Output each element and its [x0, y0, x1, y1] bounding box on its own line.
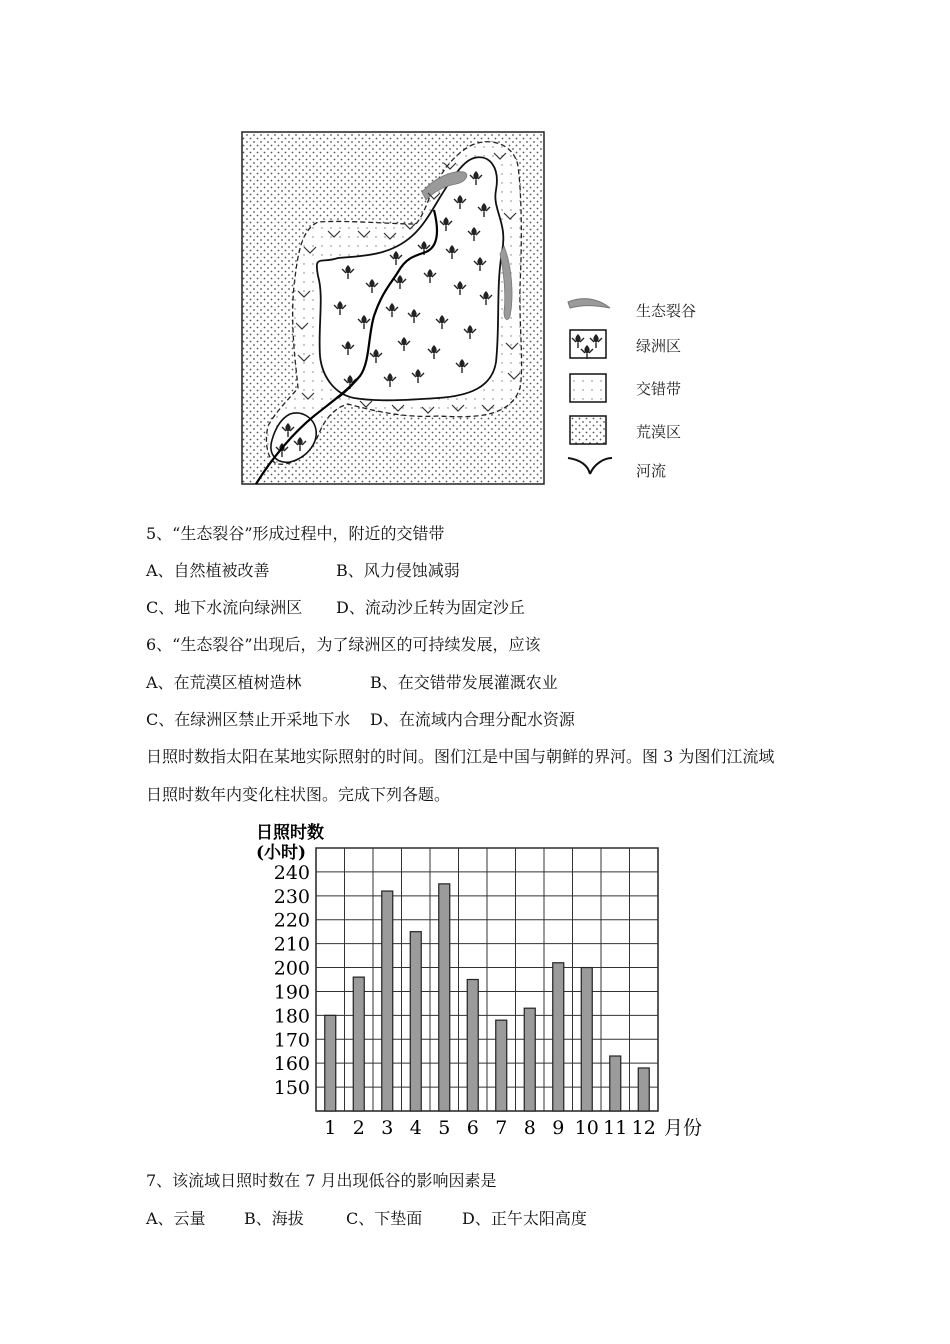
chart-xticks — [324, 1117, 656, 1139]
q5-option-b[interactable]: B、风力侵蚀减弱 — [336, 561, 460, 580]
chart-yticks — [274, 862, 310, 1099]
chart-ylabel-line1: 日照时数 — [256, 823, 324, 843]
chart-xtick-label: 1 — [324, 1117, 337, 1139]
chart-bar-10 — [581, 968, 592, 1111]
chart-bar-11 — [610, 1056, 621, 1111]
q6-option-a[interactable]: A、在荒漠区植树造林 — [146, 673, 302, 692]
legend-label-river: 河流 — [636, 462, 667, 480]
q5-options-row1 — [146, 561, 460, 581]
map-legend — [568, 299, 612, 474]
q7-options-row — [146, 1209, 587, 1229]
q6-options-row2 — [146, 710, 575, 730]
q5-option-c[interactable]: C、地下水流向绿洲区 — [146, 598, 303, 617]
q7-option-c[interactable]: C、下垫面 — [346, 1209, 423, 1228]
chart-xtick-label: 3 — [381, 1117, 394, 1139]
chart-xtick-label: 11 — [603, 1117, 628, 1139]
chart-grid — [316, 848, 658, 1111]
chart-bar-5 — [439, 884, 450, 1111]
ecological-rift-map — [238, 126, 718, 492]
chart-bar-12 — [638, 1068, 649, 1111]
chart-bar-6 — [467, 980, 478, 1112]
chart-bar-2 — [353, 977, 364, 1111]
chart-ytick-label: 190 — [273, 981, 310, 1004]
sunshine-hours-chart — [240, 820, 710, 1150]
q7-option-a[interactable]: A、云量 — [146, 1209, 206, 1228]
intro-line-1: 日照时数指太阳在某地实际照射的时间。图们江是中国与朝鲜的界河。图 3 为图们江流域 — [146, 747, 775, 766]
chart-ytick-label: 230 — [273, 885, 310, 908]
legend-oasis-symbol — [570, 330, 606, 358]
chart-bar-8 — [524, 1008, 535, 1111]
chart-ytick-label: 220 — [273, 909, 310, 932]
legend-rift-symbol — [568, 299, 610, 308]
legend-label-desert: 荒漠区 — [636, 423, 682, 441]
q7-stem: 7、该流域日照时数在 7 月出现低谷的影响因素是 — [146, 1171, 497, 1190]
chart-xtick-label: 10 — [574, 1117, 599, 1139]
chart-bar-1 — [325, 1015, 336, 1111]
chart-ytick-label: 240 — [273, 861, 310, 884]
q5-options-row2 — [146, 598, 525, 618]
chart-bar-9 — [553, 963, 564, 1111]
q6-options-row1 — [146, 673, 558, 693]
chart-ytick-label: 150 — [273, 1077, 310, 1100]
chart-bar-3 — [382, 891, 393, 1111]
chart-xtick-label: 5 — [438, 1117, 451, 1139]
q7-option-b[interactable]: B、海拔 — [244, 1209, 304, 1228]
q6-option-b[interactable]: B、在交错带发展灌溉农业 — [370, 673, 558, 692]
q6-option-d[interactable]: D、在流域内合理分配水资源 — [370, 710, 575, 729]
chart-ytick-label: 210 — [273, 933, 310, 956]
legend-desert-symbol — [570, 416, 606, 444]
chart-xtick-label: 4 — [409, 1117, 422, 1139]
chart-ytick-label: 160 — [273, 1053, 310, 1076]
chart-ytick-label: 180 — [273, 1005, 310, 1028]
chart-xtick-label: 2 — [352, 1117, 365, 1139]
chart-xlabel: 月份 — [664, 1117, 703, 1139]
chart-ytick-label: 200 — [273, 957, 310, 980]
chart-xtick-label: 12 — [631, 1117, 656, 1139]
chart-xtick-label: 8 — [523, 1117, 536, 1139]
legend-label-ecotone: 交错带 — [636, 380, 682, 398]
q5-stem: 5、“生态裂谷”形成过程中，附近的交错带 — [146, 524, 445, 543]
legend-ecotone-symbol — [570, 374, 606, 402]
chart-bar-7 — [496, 1020, 507, 1111]
legend-river-symbol — [568, 458, 612, 474]
q5-option-a[interactable]: A、自然植被改善 — [146, 561, 270, 580]
q6-option-c[interactable]: C、在绿洲区禁止开采地下水 — [146, 710, 351, 729]
intro-line-2: 日照时数年内变化柱状图。完成下列各题。 — [146, 785, 451, 804]
q7-option-d[interactable]: D、正午太阳高度 — [462, 1209, 587, 1228]
q5-option-d[interactable]: D、流动沙丘转为固定沙丘 — [336, 598, 525, 617]
chart-xtick-label: 7 — [495, 1117, 508, 1139]
chart-xtick-label: 9 — [552, 1117, 565, 1139]
chart-bar-4 — [410, 932, 421, 1111]
chart-ytick-label: 170 — [273, 1029, 310, 1052]
legend-label-rift: 生态裂谷 — [636, 302, 697, 320]
q6-stem: 6、“生态裂谷”出现后，为了绿洲区的可持续发展，应该 — [146, 635, 541, 654]
chart-xtick-label: 6 — [466, 1117, 479, 1139]
legend-label-oasis: 绿洲区 — [636, 337, 682, 355]
chart-ylabel-line2: (小时) — [256, 843, 307, 863]
